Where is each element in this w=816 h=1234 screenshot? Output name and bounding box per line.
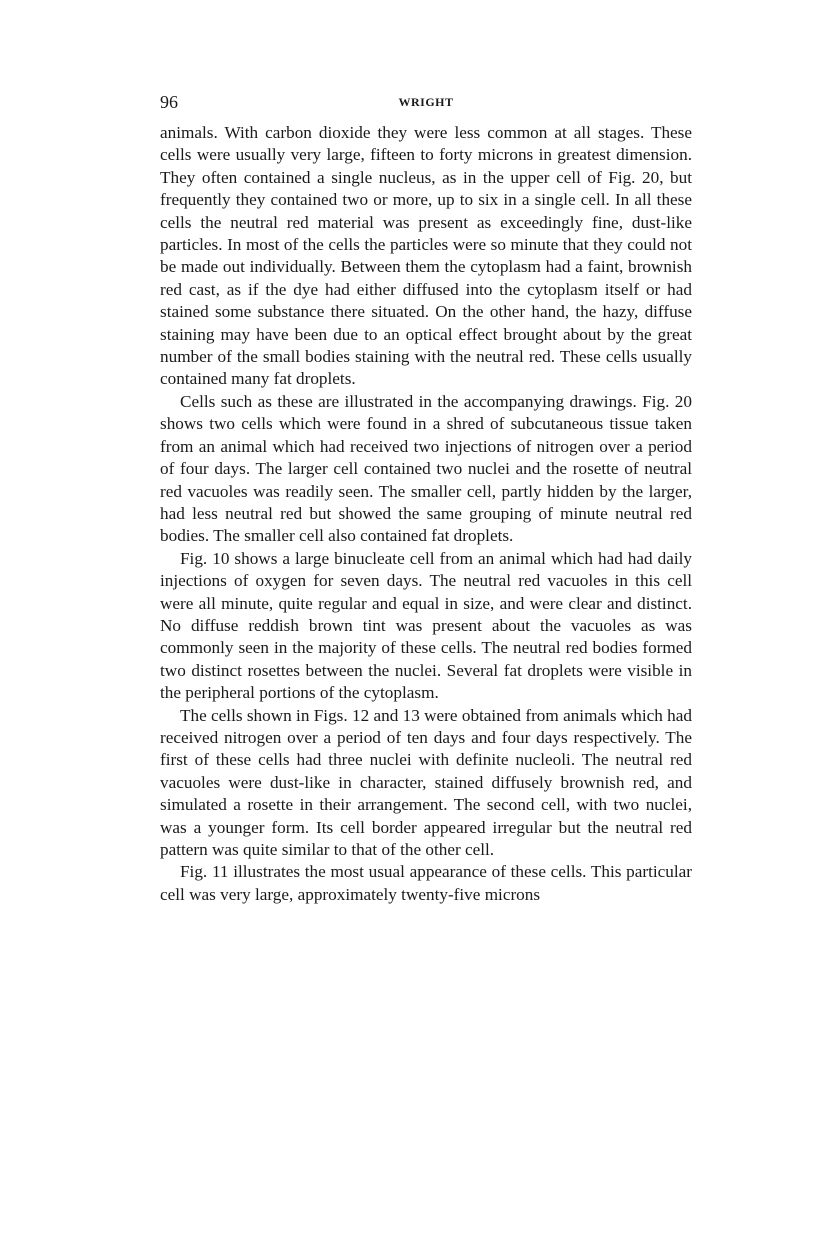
body-text (160, 122, 692, 906)
page-number: 96 (160, 92, 178, 112)
running-head (160, 92, 692, 122)
paragraph: The cells shown in Figs. 12 and 13 were obtained from animals which had received nitrogen over a period of ten days and four days respectively. The first of these cells had three nuclei with definite nucleoli. The neutral red vacuoles were dust-like in character, stained diffusely brownish red, and simulated a rosette in their arrangement. The second cell, with two nuclei, was a younger form. Its cell border appeared irregular but the neutral red pattern was quite similar to that of the other cell. (160, 705, 692, 859)
paragraph: Fig. 11 illustrates the most usual appearance of these cells. This particular cell was very large, approximately twenty-five microns (160, 862, 692, 904)
paragraph-continued: animals. With carbon dioxide they were less common at all stages. These cells were usually very large, fifteen to forty microns in greatest dimension. They often contained a single nucleus, as in the upper cell of Fig. 20, but frequently they contained two or more, up to six in a single cell. In all these cells the neutral red material was present as exceedingly fine, dust-like particles. In most of the cells the particles were so minute that they could not be made out individually. Between them the cytoplasm had a faint, brownish red cast, as if the dye had either diffused into the cytoplasm itself or had stained some substance there situated. On the other hand, the hazy, diffuse staining may have been due to an optical effect brought about by the great number of the small bodies staining with the neutral red. These cells usually contained many fat droplets. (160, 123, 692, 389)
running-title: WRIGHT (398, 95, 454, 109)
page (160, 92, 692, 906)
paragraph: Cells such as these are illustrated in the accompanying drawings. Fig. 20 shows two cells which were found in a shred of subcutaneous tissue taken from an animal which had received two injections of nitrogen over a period of four days. The larger cell contained two nuclei and the rosette of neutral red vacuoles was readily seen. The smaller cell, partly hidden by the larger, had less neutral red but showed the same grouping of minute neutral red bodies. The smaller cell also contained fat droplets. (160, 391, 692, 546)
paragraph: Fig. 10 shows a large binucleate cell from an animal which had had daily injections of oxygen for seven days. The neutral red vacuoles in this cell were all minute, quite regular and equal in size, and were clear and distinct. No diffuse reddish brown tint was present about the vacuoles as was commonly seen in the majority of these cells. The neutral red bodies formed two distinct rosettes between the nuclei. Several fat droplets were visible in the peripheral portions of the cytoplasm. (160, 548, 692, 703)
